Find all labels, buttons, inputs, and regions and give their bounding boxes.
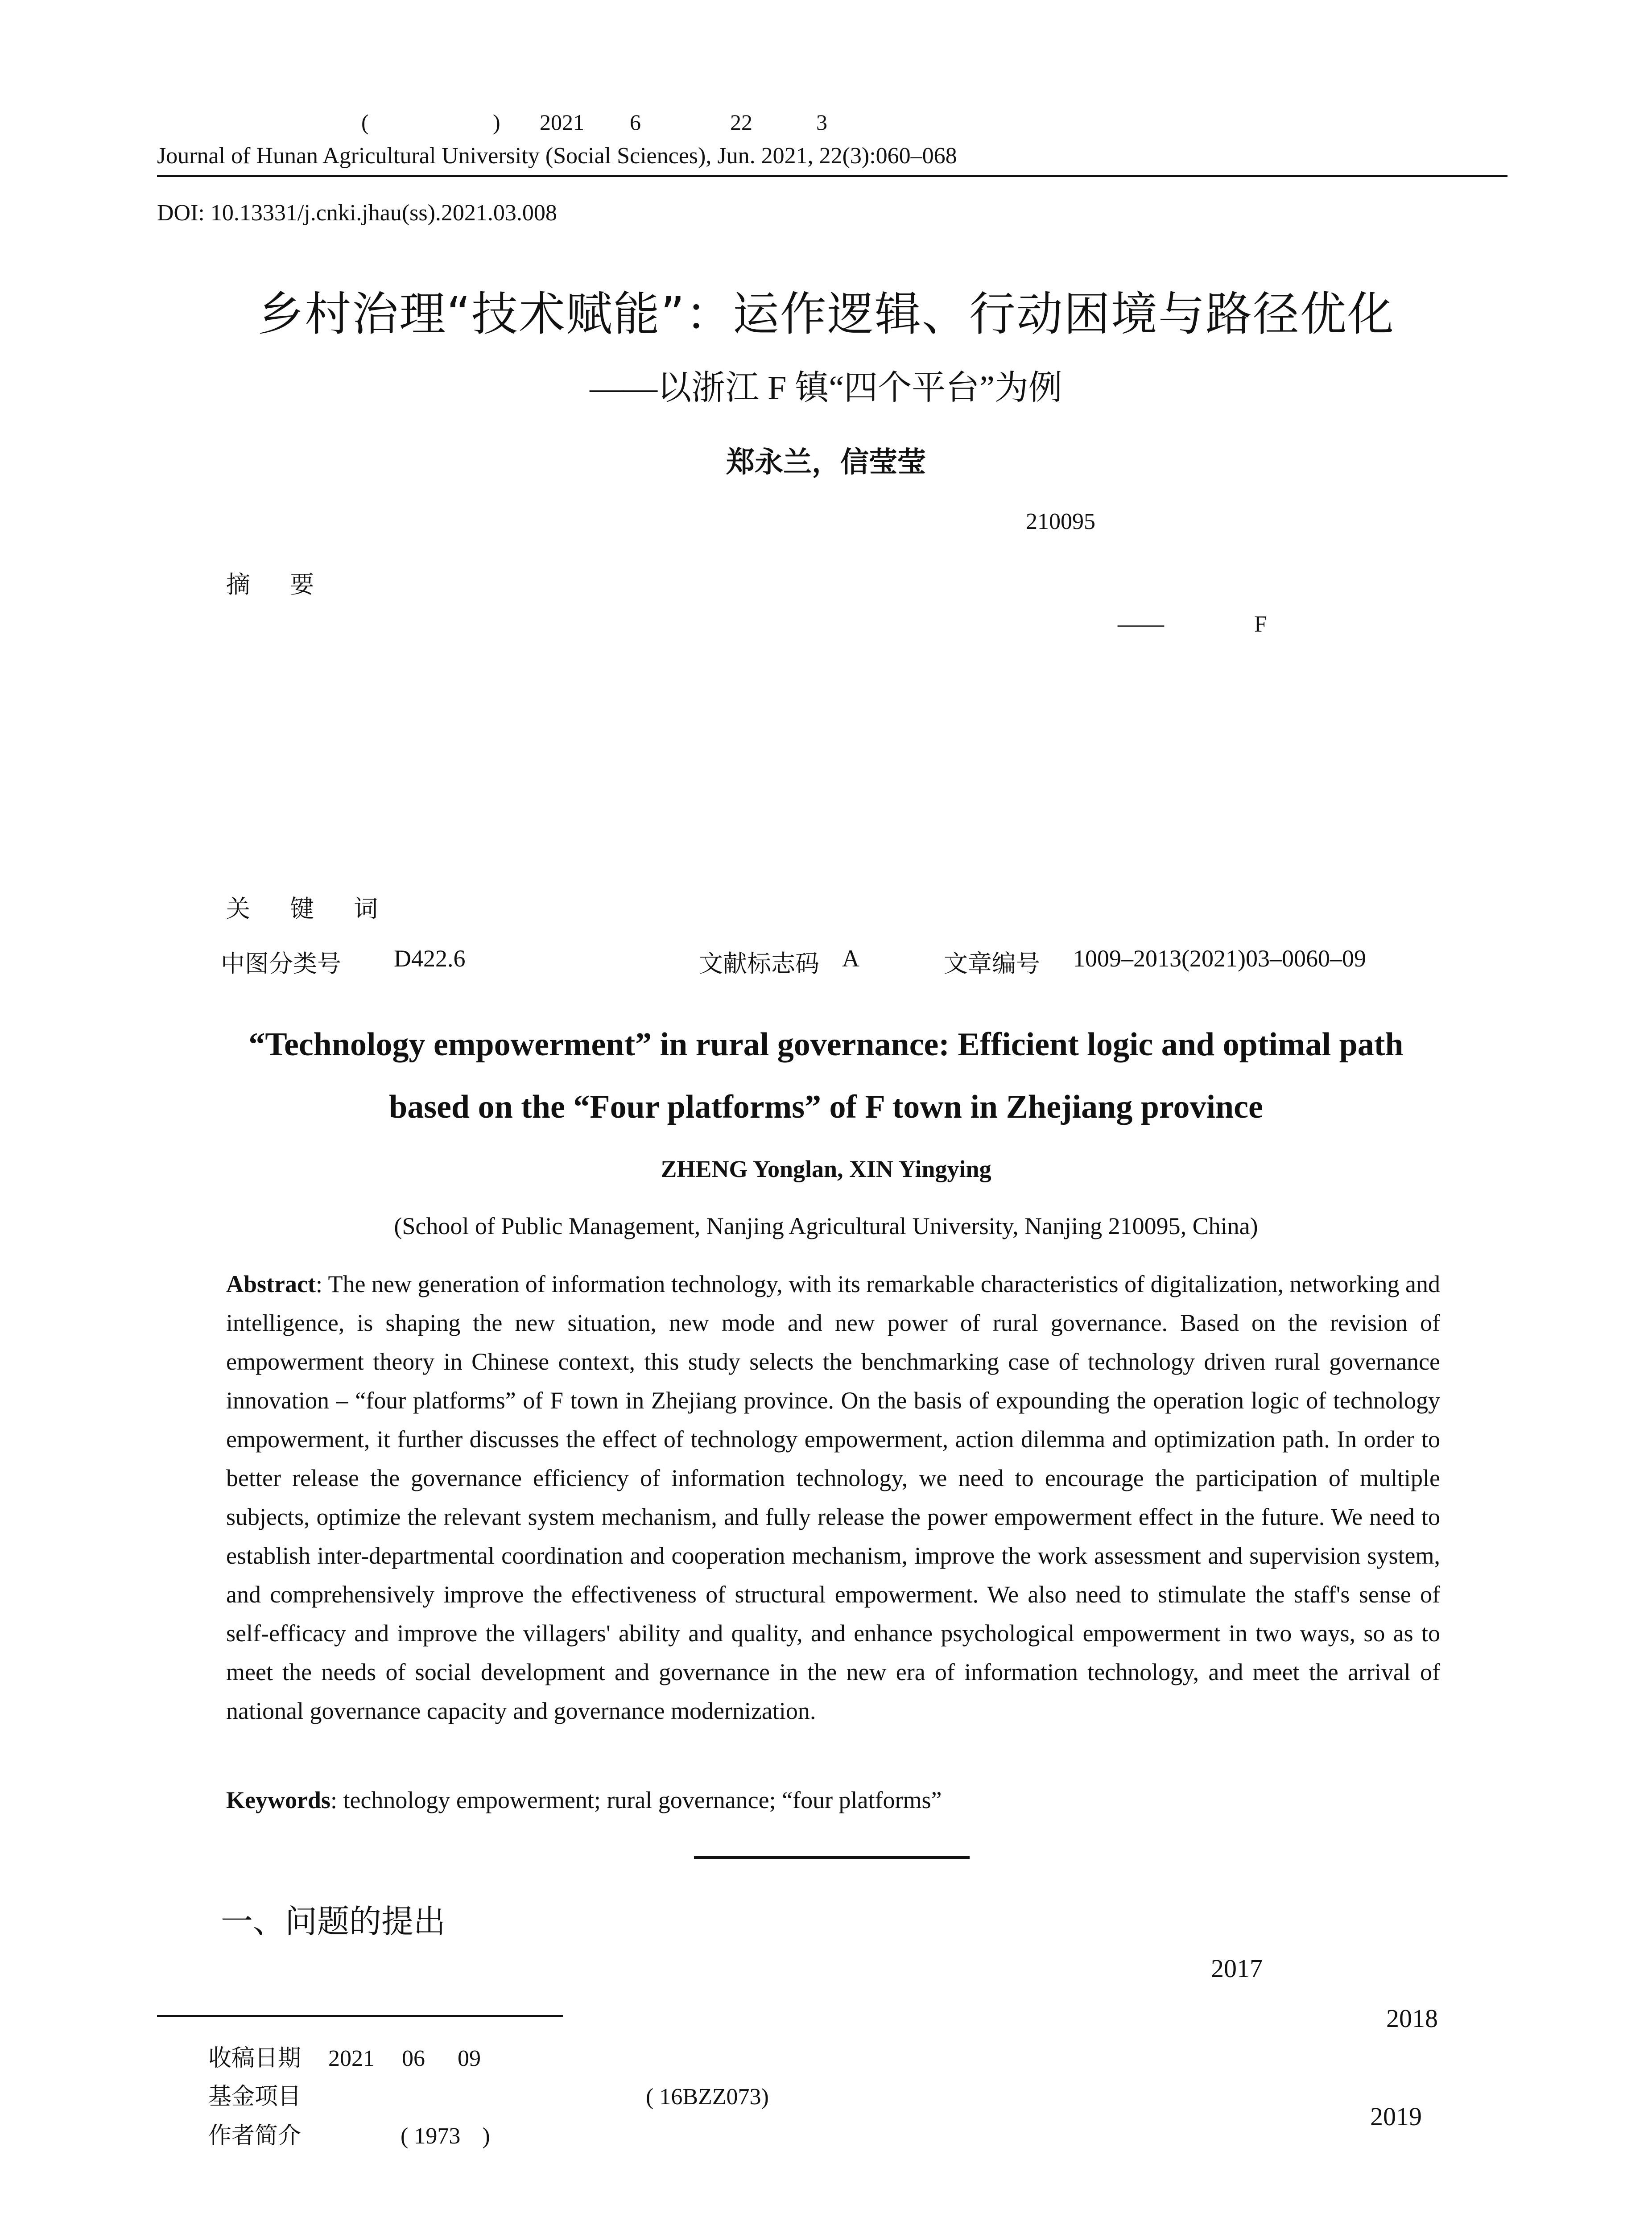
doc-code-value: A	[842, 945, 859, 972]
header-cn-issue: 3	[816, 110, 827, 135]
english-authors: ZHENG Yonglan, XIN Yingying	[661, 1156, 991, 1182]
author-paren-close: )	[482, 2123, 490, 2149]
year-2017: 2017	[1211, 1954, 1263, 1983]
clc-value: D422.6	[394, 945, 466, 972]
authors-cn: 郑永兰，信莹莹	[726, 446, 926, 479]
section-divider	[694, 1856, 970, 1859]
postal-code: 210095	[1026, 509, 1095, 534]
footnote-received	[208, 2039, 481, 2073]
paper-subtitle: ——以浙江 F 镇“四个平台”为例	[590, 369, 1062, 407]
footnote-rule	[157, 2015, 563, 2017]
article-no-label: 文章编号	[944, 950, 1040, 978]
doc-code-label: 文献标志码	[699, 950, 819, 978]
english-affiliation: (School of Public Management, Nanjing Agricultural University, Nanjing 210095, China)	[394, 1213, 1258, 1239]
keywords-label: Keywords	[226, 1787, 330, 1813]
keywords-cn-label: 关 键 词	[226, 895, 394, 923]
header-cn-volume: 22	[730, 110, 752, 135]
header-cn-year: 2021	[540, 110, 584, 135]
header-cn-paren-close: )	[493, 110, 500, 135]
abstract-cn-letter: F	[1254, 611, 1267, 637]
header-cn-month: 6	[630, 110, 641, 135]
english-title-line-1: “Technology empowerment” in rural governance: Efficient logic and optimal path	[248, 1026, 1404, 1063]
abstract-label: Abstract	[226, 1271, 316, 1297]
received-month: 06	[402, 2046, 425, 2071]
abstract-cn-label: 摘 要	[226, 570, 330, 599]
abstract-cn-dash: ——	[1118, 611, 1164, 637]
doi: DOI: 10.13331/j.cnki.jhau(ss).2021.03.008	[157, 200, 557, 226]
received-day: 09	[458, 2046, 481, 2071]
keywords-text: : technology empowerment; rural governance; “four platforms”	[330, 1787, 942, 1813]
author-birth: ( 1973	[401, 2123, 461, 2149]
section-heading: 一、问题的提出	[221, 1903, 446, 1940]
paper-title: 乡村治理“技术赋能”：运作逻辑、行动困境与路径优化	[257, 287, 1395, 341]
fund-value: ( 16BZZ073)	[646, 2084, 769, 2110]
footnote-author	[208, 2117, 490, 2150]
abstract-text: : The new generation of information technology, with its remarkable characteristics of digitalization, networking and intelligence, is shaping the new situation, new mode and new power of rural governance. Based on the revision of empowerment theory in Chinese context, this study selects the benchmarking case of technology driven rural governance innovation – “four platforms” of F town in Zhejiang province. On the basis of expounding the operation logic of technology empowerment, it further discusses the effect of technology empowerment, action dilemma and optimization path. In order to better release the governance efficiency of information technology, we need to encourage the participation of multiple subjects, optimize the relevant system mechanism, and fully release the power empowerment effect in the future. We need to establish inter-departmental coordination and cooperation mechanism, improve the work assessment and supervision system, and comprehensively improve the effectiveness of structural empowerment. We also need to stimulate the staff's sense of self-efficacy and improve the villagers' ability and quality, and enhance psychological empowerment in two ways, so as to meet the needs of social development and governance in the new era of information technology, and meet the arrival of national governance capacity and governance modernization.	[226, 1271, 1440, 1724]
fund-label: 基金项目	[208, 2083, 301, 2110]
article-no-value: 1009–2013(2021)03–0060–09	[1073, 945, 1366, 972]
english-title-line-2: based on the “Four platforms” of F town in Zhejiang province	[389, 1089, 1263, 1125]
received-label: 收稿日期	[208, 2045, 301, 2072]
english-keywords	[226, 1786, 942, 1814]
year-2018: 2018	[1386, 2004, 1438, 2033]
english-abstract	[226, 1265, 1440, 1730]
footnote-fund	[208, 2077, 769, 2111]
author-label: 作者简介	[208, 2123, 301, 2149]
year-2019: 2019	[1370, 2102, 1422, 2131]
received-year: 2021	[328, 2046, 375, 2071]
clc-label: 中图分类号	[221, 950, 341, 978]
header-cn-paren-open: (	[361, 110, 369, 135]
header-rule	[157, 175, 1507, 177]
journal-citation: Journal of Hunan Agricultural University (Social Sciences), Jun. 2021, 22(3):060–068	[157, 143, 957, 169]
